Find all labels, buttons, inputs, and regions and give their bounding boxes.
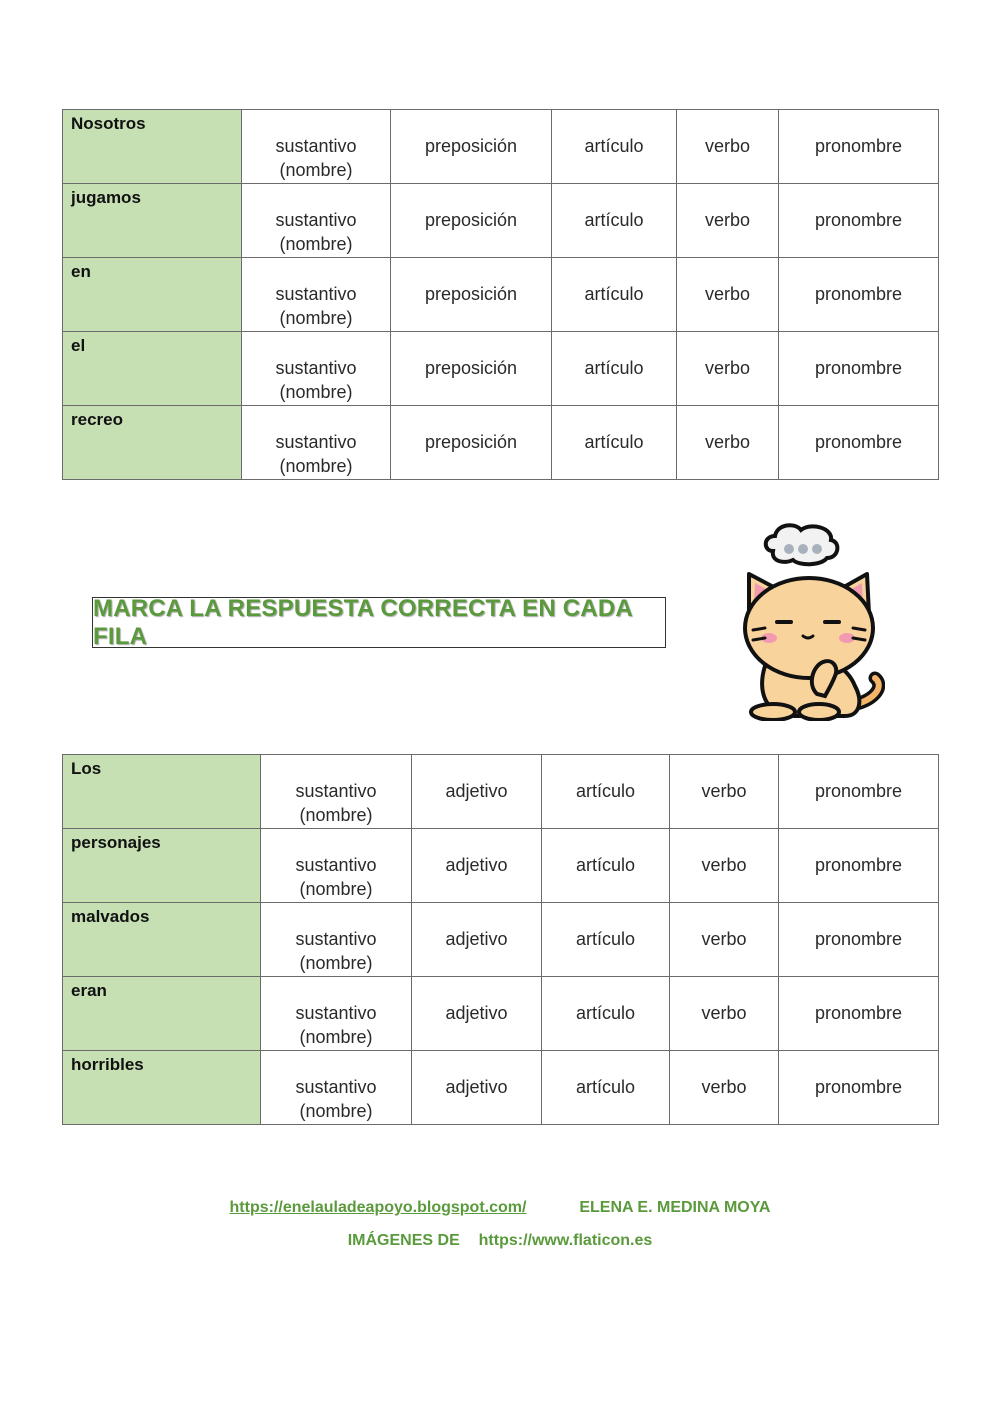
answer-option[interactable] — [542, 1051, 670, 1125]
answer-option[interactable] — [261, 1051, 412, 1125]
answer-option-label: adjetivo — [445, 1077, 508, 1097]
answer-option-label: verbo — [704, 358, 751, 378]
answer-option-label: pronombre — [814, 855, 903, 875]
footer-images-credit — [0, 1232, 1000, 1250]
answer-option[interactable] — [261, 755, 412, 829]
table-row — [63, 977, 939, 1051]
answer-option-label: preposición — [424, 432, 518, 452]
answer-option-label: sustantivo (nombre) — [275, 358, 357, 402]
answer-option[interactable] — [552, 258, 677, 332]
table-row — [63, 406, 939, 480]
answer-option-label: pronombre — [814, 432, 903, 452]
answer-option-label: sustantivo (nombre) — [295, 1003, 377, 1047]
target-word: Los — [63, 755, 261, 829]
answer-option[interactable] — [391, 110, 552, 184]
answer-option-label: verbo — [701, 855, 747, 875]
answer-option-label: verbo — [701, 929, 747, 949]
table-row — [63, 1051, 939, 1125]
answer-option-label: artículo — [584, 432, 644, 452]
answer-option-label: adjetivo — [445, 929, 508, 949]
answer-option-label: pronombre — [814, 210, 903, 230]
answer-option-label: artículo — [575, 1077, 636, 1097]
answer-option-label: sustantivo (nombre) — [275, 136, 357, 180]
answer-option-label: artículo — [584, 358, 644, 378]
answer-option[interactable] — [677, 184, 779, 258]
answer-option-label: artículo — [575, 1003, 636, 1023]
answer-option-label: artículo — [584, 210, 644, 230]
answer-option[interactable] — [412, 755, 542, 829]
answer-option-label: preposición — [424, 210, 518, 230]
answer-option-label: preposición — [424, 358, 518, 378]
footer-credits — [0, 1199, 1000, 1217]
answer-option[interactable] — [412, 977, 542, 1051]
answer-option-label: sustantivo (nombre) — [295, 1077, 377, 1121]
answer-option[interactable] — [552, 406, 677, 480]
answer-option[interactable] — [677, 332, 779, 406]
answer-option-label: preposición — [424, 284, 518, 304]
answer-option-label: pronombre — [814, 1077, 903, 1097]
target-word: el — [63, 332, 242, 406]
instruction-box — [92, 594, 666, 650]
answer-option[interactable] — [779, 1051, 939, 1125]
images-label: IMÁGENES DE — [347, 1232, 460, 1249]
target-word: eran — [63, 977, 261, 1051]
answer-option[interactable] — [779, 977, 939, 1051]
answer-option-label: adjetivo — [445, 781, 508, 801]
answer-option[interactable] — [412, 903, 542, 977]
answer-option[interactable] — [779, 110, 939, 184]
answer-option[interactable] — [552, 110, 677, 184]
answer-option[interactable] — [242, 406, 391, 480]
answer-option[interactable] — [242, 332, 391, 406]
answer-option-label: preposición — [424, 136, 518, 156]
answer-option[interactable] — [779, 903, 939, 977]
answer-option[interactable] — [677, 258, 779, 332]
answer-option-label: adjetivo — [445, 1003, 508, 1023]
answer-option[interactable] — [779, 829, 939, 903]
table-row — [63, 110, 939, 184]
answer-option[interactable] — [677, 110, 779, 184]
table-row — [63, 755, 939, 829]
answer-option-label: verbo — [701, 1003, 747, 1023]
table-row — [63, 332, 939, 406]
answer-option-label: pronombre — [814, 358, 903, 378]
word-classification-table-2 — [62, 754, 939, 1125]
answer-option[interactable] — [670, 903, 779, 977]
word-classification-table-1 — [62, 109, 939, 480]
answer-option-label: pronombre — [814, 1003, 903, 1023]
answer-option-label: sustantivo (nombre) — [295, 929, 377, 973]
answer-option[interactable] — [779, 332, 939, 406]
target-word: horribles — [63, 1051, 261, 1125]
answer-option-label: verbo — [704, 432, 751, 452]
answer-option-label: verbo — [701, 781, 747, 801]
answer-option[interactable] — [670, 755, 779, 829]
answer-option-label: verbo — [704, 210, 751, 230]
answer-option-label: verbo — [704, 284, 751, 304]
answer-option[interactable] — [670, 829, 779, 903]
answer-option[interactable] — [261, 977, 412, 1051]
answer-option-label: sustantivo (nombre) — [275, 210, 357, 254]
target-word: jugamos — [63, 184, 242, 258]
answer-option[interactable] — [391, 184, 552, 258]
target-word: recreo — [63, 406, 242, 480]
answer-option[interactable] — [779, 184, 939, 258]
answer-option[interactable] — [779, 406, 939, 480]
answer-option[interactable] — [391, 332, 552, 406]
answer-option[interactable] — [542, 977, 670, 1051]
table-row — [63, 903, 939, 977]
answer-option[interactable] — [261, 829, 412, 903]
answer-option-label: sustantivo (nombre) — [275, 432, 357, 476]
answer-option-label: verbo — [701, 1077, 747, 1097]
answer-option[interactable] — [670, 1051, 779, 1125]
author-name: ELENA E. MEDINA MOYA — [579, 1199, 771, 1216]
answer-option[interactable] — [677, 406, 779, 480]
target-word: Nosotros — [63, 110, 242, 184]
answer-option[interactable] — [242, 258, 391, 332]
answer-option-label: pronombre — [814, 929, 903, 949]
answer-option[interactable] — [542, 829, 670, 903]
blog-link[interactable]: https://enelauladeapoyo.blogspot.com/ — [229, 1199, 527, 1216]
answer-option[interactable] — [542, 755, 670, 829]
answer-option[interactable] — [242, 110, 391, 184]
answer-option-label: artículo — [575, 781, 636, 801]
answer-option-label: artículo — [584, 284, 644, 304]
answer-option[interactable] — [242, 184, 391, 258]
answer-option[interactable] — [391, 258, 552, 332]
answer-option-label: sustantivo (nombre) — [295, 855, 377, 899]
answer-option[interactable] — [542, 903, 670, 977]
answer-option-label: pronombre — [814, 781, 903, 801]
answer-option-label: pronombre — [814, 136, 903, 156]
answer-option-label: pronombre — [814, 284, 903, 304]
answer-option[interactable] — [670, 977, 779, 1051]
table-row — [63, 258, 939, 332]
answer-option-label: sustantivo (nombre) — [295, 781, 377, 825]
table-row — [63, 829, 939, 903]
answer-option[interactable] — [261, 903, 412, 977]
table-row — [63, 184, 939, 258]
answer-option[interactable] — [412, 1051, 542, 1125]
thinking-cat-icon — [735, 516, 885, 721]
answer-option[interactable] — [412, 829, 542, 903]
answer-option-label: sustantivo (nombre) — [275, 284, 357, 328]
answer-option[interactable] — [552, 332, 677, 406]
answer-option-label: artículo — [575, 929, 636, 949]
answer-option[interactable] — [552, 184, 677, 258]
answer-option[interactable] — [779, 258, 939, 332]
instruction-text: MARCA LA RESPUESTA CORRECTA EN CADA FILA — [93, 594, 632, 650]
answer-option-label: artículo — [575, 855, 636, 875]
answer-option-label: artículo — [584, 136, 644, 156]
answer-option[interactable] — [779, 755, 939, 829]
images-url: https://www.flaticon.es — [478, 1232, 653, 1249]
answer-option-label: verbo — [704, 136, 751, 156]
target-word: personajes — [63, 829, 261, 903]
answer-option[interactable] — [391, 406, 552, 480]
target-word: malvados — [63, 903, 261, 977]
answer-option-label: adjetivo — [445, 855, 508, 875]
target-word: en — [63, 258, 242, 332]
